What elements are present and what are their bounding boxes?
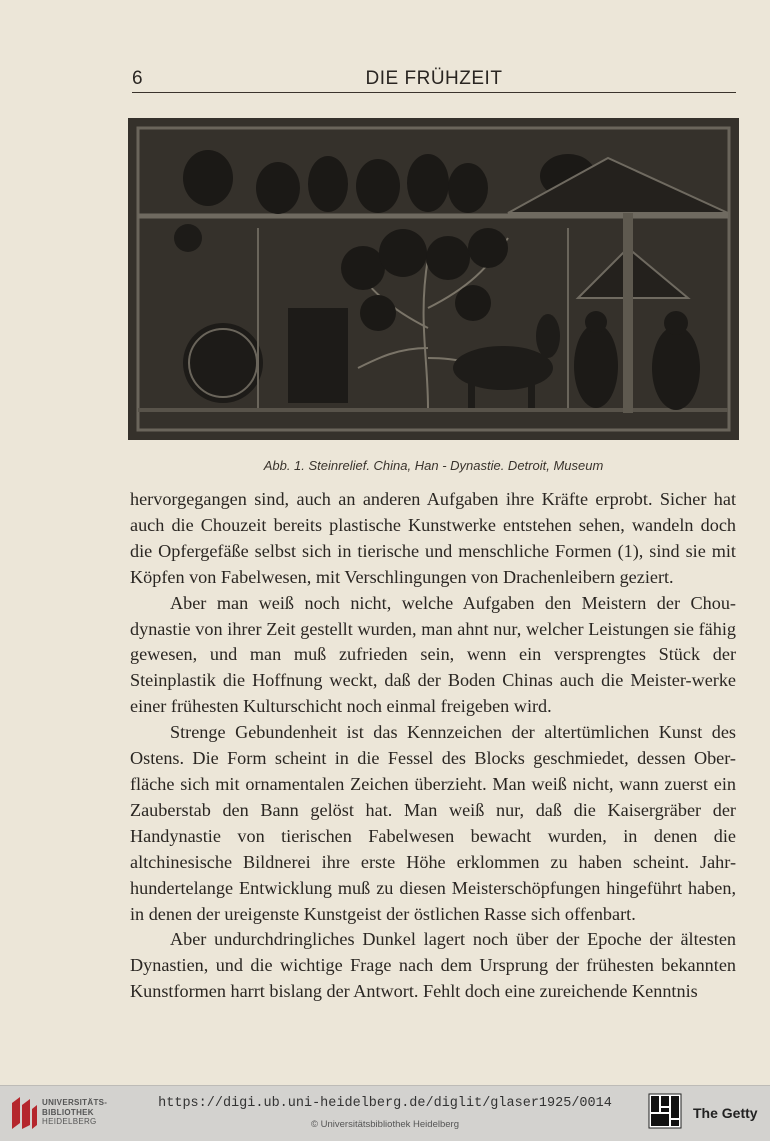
body-text — [130, 487, 736, 1005]
getty-logo-icon[interactable] — [648, 1093, 682, 1129]
paragraph: Aber man weiß noch nicht, welche Aufgaben den Meistern der Chou-dynastie von ihrer Zeit gestellt wurden, man ahnt nur, welcher Leistungen sie fähig gewesen, und man muß zufrieden sein, wenn ein versprengtes Stück der Steinplastik die Hoffnung weckt, daß der Boden Chinas auch die Meister-werke einer frühesten Kulturschicht noch einmal freigeben wird. — [130, 592, 736, 717]
relief-illustration — [128, 118, 739, 440]
partner-name[interactable]: The Getty — [693, 1105, 758, 1121]
running-head — [132, 66, 736, 93]
library-name-line: UNIVERSITÄTS- — [42, 1098, 108, 1107]
paragraph: Strenge Gebundenheit ist das Kennzeichen der altertümlichen Kunst des Ostens. Die Form scheint in die Fessel des Blocks geschmiedet, dessen Ober-fläche sich mit ornamentalen Zeichen überzieht. Man weiß nicht, wann zuerst ein Zauberstab den Bann gelöst hat. Man weiß nur, daß die Kaisergräber der Handynastie von tierischen Fabelwesen bewacht wurden, in denen die altchinesische Bildnerei ihre erste Höhe erklommen zu haben scheint. Jahr-hundertelange Entwicklung muß zu diesen Meisterschöpfungen hingeführt haben, in denen der ureigenste Kunstgeist der östlichen Rasse sich offenbart. — [130, 722, 736, 924]
library-name-line: HEIDELBERG — [42, 1117, 97, 1126]
paragraph: Aber undurchdringliches Dunkel lagert noch über der Epoche der ältesten Dynastien, und die wichtige Frage nach dem Ursprung der frühesten bekannten Kunstformen harrt bislang der Antwort. Fehlt doch eine zureichende Kenntnis — [130, 929, 736, 1002]
chapter-title: DIE FRÜHZEIT — [365, 68, 503, 89]
paragraph: hervorgegangen sind, auch an anderen Aufgaben ihre Kräfte erprobt. Sicher hat auch die Chouzeit bereits plastische Kunstwerke entstehen sehen, wandeln doch die Opfergefäße selbst sich in tierische und menschliche Formen (1), sind sie mit Köpfen von Fabelwesen, mit Verschlingungen von Drachenleibern geziert. — [130, 489, 736, 587]
page-number: 6 — [132, 68, 144, 89]
library-name-line: BIBLIOTHEK — [42, 1107, 94, 1117]
figure-caption: Abb. 1. Steinrelief. China, Han - Dynastie. Detroit, Museum — [263, 458, 604, 473]
copyright-notice: © Universitätsbibliothek Heidelberg — [311, 1119, 459, 1130]
relief-image — [128, 118, 739, 440]
viewer-footer — [0, 1085, 770, 1141]
permalink-url[interactable]: https://digi.ub.uni-heidelberg.de/diglit/glaser1925/0014 — [158, 1096, 612, 1111]
